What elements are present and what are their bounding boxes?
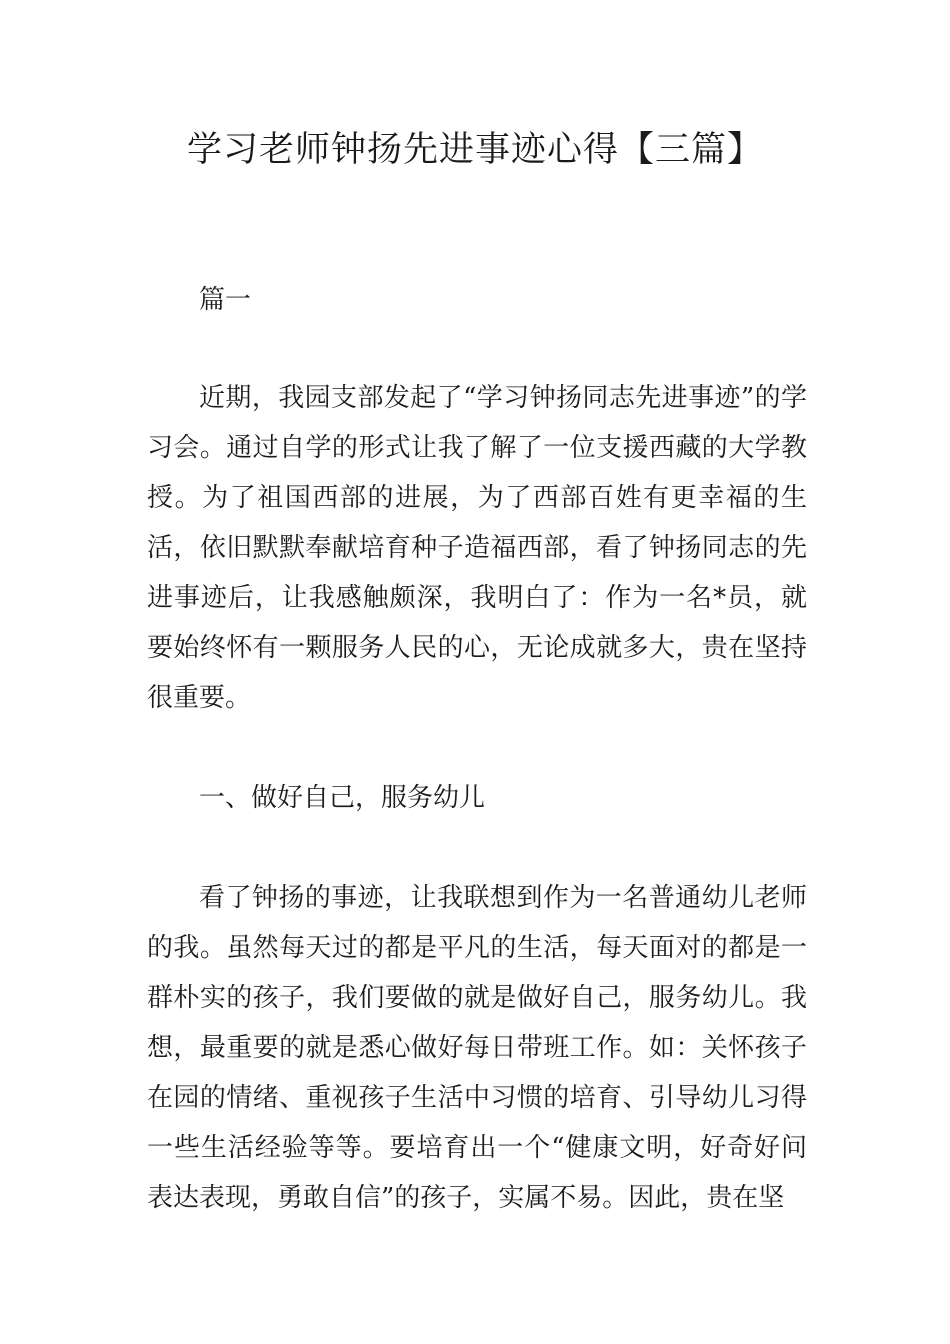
paragraph: 近期，我园支部发起了“学习钟扬同志先进事迹”的学习会。通过自学的形式让我了解了一位支援西藏的大学教授。为了祖国西部的进展，为了西部百姓有更幸福的生活，依旧默默奉献培育种子造福西部，看了钟扬同志的先进事迹后，让我感触颇深，我明白了：作为一名*员，就要始终怀有一颗服务人民的心，无论成就多大，贵在坚持很重要。	[147, 383, 807, 713]
subheading: 一、做好自己，服务幼儿	[199, 783, 486, 813]
section-label: 篇一	[199, 285, 252, 315]
document-title: 学习老师钟扬先进事迹心得【三篇】	[186, 130, 763, 170]
paragraph: 看了钟扬的事迹，让我联想到作为一名普通幼儿老师的我。虽然每天过的都是平凡的生活，每天面对的都是一群朴实的孩子，我们要做的就是做好自己，服务幼儿。我想，最重要的就是悉心做好每日带班工作。如：关怀孩子在园的情绪、重视孩子生活中习惯的培育、引导幼儿习得一些生活经验等等。要培育出一个“健康文明，好奇好问表达表现，勇敢自信”的孩子，实属不易。因此，贵在坚	[147, 883, 807, 1213]
